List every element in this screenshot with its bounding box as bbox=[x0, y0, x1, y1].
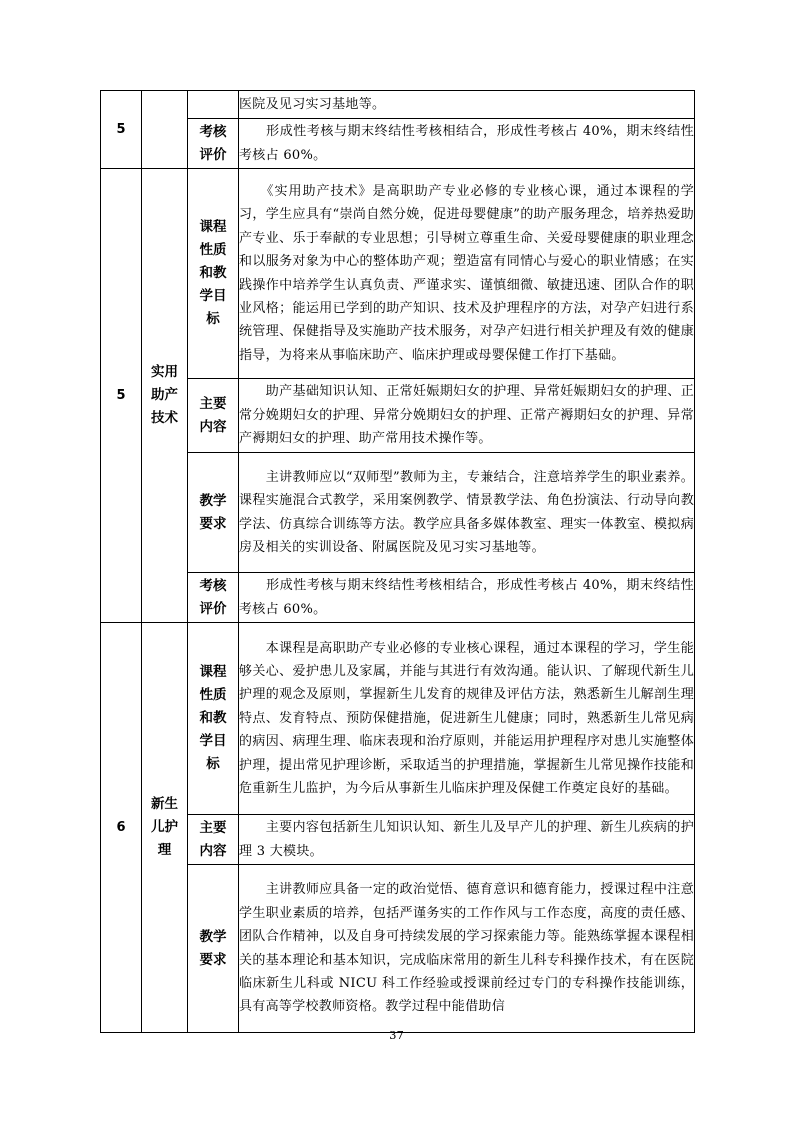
row-label: 考核 评价 bbox=[188, 573, 239, 623]
row-label: 主要 内容 bbox=[188, 815, 239, 865]
row-content: 医院及见习实习基地等。 bbox=[239, 91, 695, 119]
row-content: 助产基础知识认知、正常妊娠期妇女的护理、异常妊娠期妇女的护理、正常分娩期妇女的护理、异常分娩期妇女的护理、正常产褥期妇女的护理、异常产褥期妇女的护理、助产常用技术操作等。 bbox=[239, 379, 695, 453]
table-row bbox=[101, 573, 695, 623]
course-name: 新生 儿护 理 bbox=[142, 623, 188, 1033]
row-label: 教学 要求 bbox=[188, 453, 239, 573]
table-row bbox=[101, 91, 695, 119]
course-name-cell bbox=[142, 91, 188, 169]
course-number: 5 bbox=[101, 169, 142, 623]
row-content: 《实用助产技术》是高职助产专业必修的专业核心课，通过本课程的学习，学生应具有“崇尚自然分娩，促进母婴健康”的助产服务理念，培养热爱助产专业、乐于奉献的专业思想；引导树立尊重生命、关爱母婴健康的职业理念和以服务对象为中心的整体助产观；塑造富有同情心与爱心的职业情感；在实践操作中培养学生认真负责、严谨求实、谨慎细微、敏捷迅速、团队合作的职业风格；能运用已学到的助产知识、技术及护理程序的方法，对孕产妇进行系统管理、保健指导及实施助产技术服务，对孕产妇进行相关护理及有效的健康指导，为将来从事临床助产、临床护理或母婴保健工作打下基础。 bbox=[239, 169, 695, 379]
row-content: 主讲教师应具备一定的政治觉悟、德育意识和德育能力，授课过程中注意学生职业素质的培养，包括严谨务实的工作作风与工作态度，高度的责任感、团队合作精神，以及自身可持续发展的学习探索能力等。能熟练掌握本课程相关的基本理论和基本知识，完成临床常用的新生儿科专科操作技术，有在医院临床新生儿科或 NICU 科工作经验或授课前经过专门的专科操作技能训练，具有高等学校教师资格。教学过程中能借助信 bbox=[239, 865, 695, 1033]
table-row bbox=[101, 815, 695, 865]
row-label-cell bbox=[188, 91, 239, 119]
table-row bbox=[101, 453, 695, 573]
row-content: 主要内容包括新生儿知识认知、新生儿及早产儿的护理、新生儿疾病的护理 3 大模块。 bbox=[239, 815, 695, 865]
row-label: 课程 性质 和教 学目 标 bbox=[188, 623, 239, 815]
row-content: 本课程是高职助产专业必修的专业核心课程，通过本课程的学习，学生能够关心、爱护患儿及家属，并能与其进行有效沟通。能认识、了解现代新生儿护理的观念及原则，掌握新生儿发育的规律及评估方法，熟悉新生儿解剖生理特点、发育特点、预防保健措施，促进新生儿健康；同时，熟悉新生儿常见病的病因、病理生理、临床表现和治疗原则，并能运用护理程序对患儿实施整体护理，提出常见护理诊断，采取适当的护理措施，掌握新生儿常见操作技能和危重新生儿监护，为今后从事新生儿临床护理及保健工作奠定良好的基础。 bbox=[239, 623, 695, 815]
row-content: 形成性考核与期末终结性考核相结合，形成性考核占 40%，期末终结性考核占 60%。 bbox=[239, 573, 695, 623]
table-row bbox=[101, 119, 695, 169]
course-name: 实用 助产 技术 bbox=[142, 169, 188, 623]
table-row bbox=[101, 169, 695, 379]
row-content: 主讲教师应以“双师型”教师为主，专兼结合，注意培养学生的职业素养。课程实施混合式教学，采用案例教学、情景教学法、角色扮演法、行动导向教学法、仿真综合训练等方法。教学应具备多媒体教室、理实一体教室、模拟病房及相关的实训设备、附属医院及见习实习基地等。 bbox=[239, 453, 695, 573]
row-content: 形成性考核与期末终结性考核相结合，形成性考核占 40%，期末终结性考核占 60%。 bbox=[239, 119, 695, 169]
table-row bbox=[101, 379, 695, 453]
row-label: 主要 内容 bbox=[188, 379, 239, 453]
row-label: 课程 性质 和教 学目 标 bbox=[188, 169, 239, 379]
row-label: 考核 评价 bbox=[188, 119, 239, 169]
course-number: 5 bbox=[101, 91, 142, 169]
table-row bbox=[101, 865, 695, 1033]
row-label: 教学 要求 bbox=[188, 865, 239, 1033]
course-number: 6 bbox=[101, 623, 142, 1033]
table-row bbox=[101, 623, 695, 815]
page-number: 37 bbox=[389, 1028, 404, 1042]
course-table bbox=[100, 90, 695, 1033]
